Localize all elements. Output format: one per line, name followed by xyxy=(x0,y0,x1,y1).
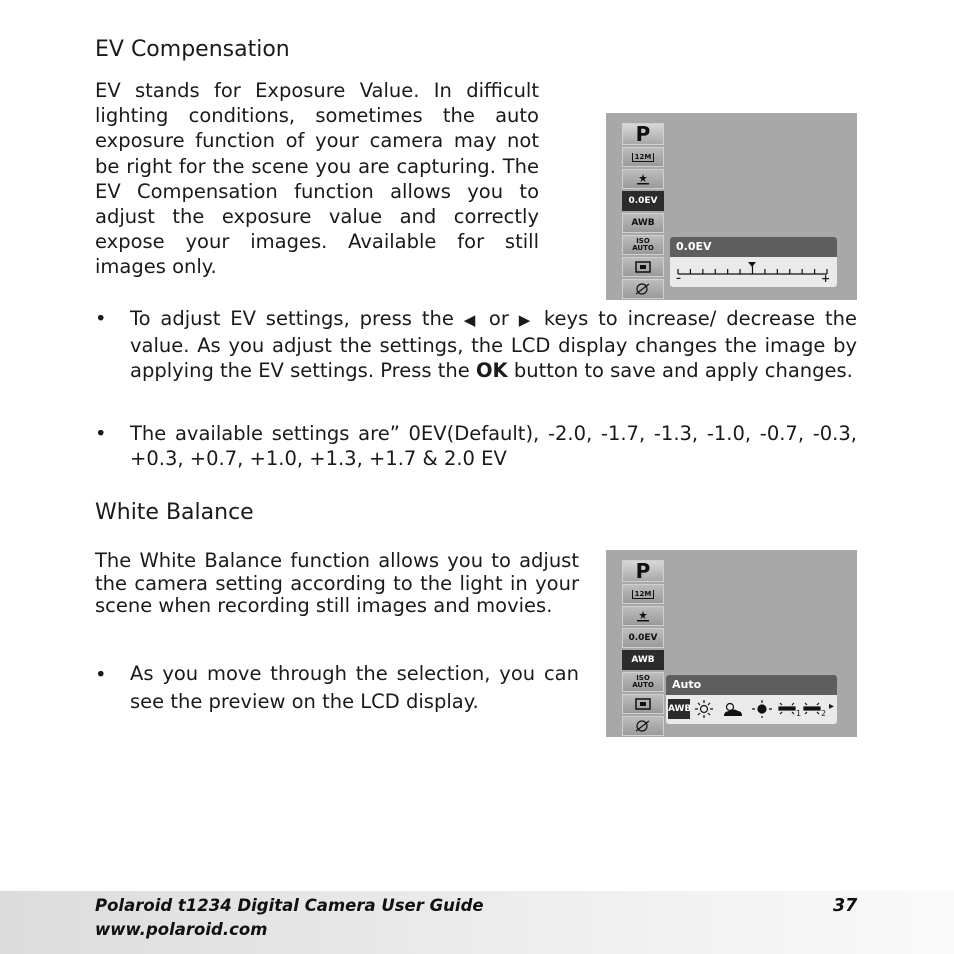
daylight-icon xyxy=(695,700,713,718)
tungsten-icon xyxy=(752,700,772,718)
iso-bottom-label: AUTO xyxy=(632,681,654,689)
face-detect-icon xyxy=(622,716,664,736)
program-mode-icon: P xyxy=(622,560,664,582)
cloudy-icon xyxy=(724,704,742,717)
iso-top-label: ISO xyxy=(636,237,650,245)
bullet-text-part: keys to increase/ decrease the value. As you adjust the settings, the LCD display changes the image by applying the EV settings. Press the xyxy=(130,307,857,382)
page-number: 37 xyxy=(833,896,858,916)
next-option-arrow-icon: ▸ xyxy=(829,701,835,712)
fluorescent-1-subscript: 1 xyxy=(796,709,802,718)
ev-bullet-adjust-text xyxy=(130,306,857,383)
ev-menu-item: 0.0EV xyxy=(622,628,664,648)
image-size-label: 12M xyxy=(632,153,655,162)
ev-slider-minus: – xyxy=(676,273,681,284)
iso-menu-item xyxy=(622,235,664,255)
quality-stars-icon xyxy=(635,173,651,185)
iso-top-label: ISO xyxy=(636,674,650,682)
image-size-icon xyxy=(622,147,664,167)
left-arrow-key-icon: ◀ xyxy=(463,311,480,329)
wb-menu-column xyxy=(622,560,664,738)
bullet-dot: • xyxy=(95,663,107,686)
wb-section-title: White Balance xyxy=(95,500,254,525)
face-detect-icon xyxy=(622,279,664,299)
ok-key-label: OK xyxy=(475,359,508,382)
bullet-text-part: or xyxy=(479,307,519,330)
wb-options-strip xyxy=(694,697,834,721)
bullet-text-part: To adjust EV settings, press the xyxy=(130,307,464,330)
ev-bullet-settings-text: The available settings are” 0EV(Default), -2.0, -1.7, -1.3, -1.0, -0.7, -0.3, +0.3, +0.7, +1.0, +1.3, +1.7 & 2.0 EV xyxy=(130,422,857,470)
wb-paragraph: The White Balance function allows you to adjust the camera setting according to the light in your scene when recording still images and movies. xyxy=(95,549,579,617)
ev-section-title: EV Compensation xyxy=(95,37,290,62)
fluorescent-2-subscript: 2 xyxy=(821,709,827,718)
image-size-icon xyxy=(622,584,664,604)
ev-slider-scale xyxy=(670,257,837,287)
fluorescent-1-icon xyxy=(779,703,795,714)
ev-slider-plus: + xyxy=(821,272,831,285)
wb-setting-panel xyxy=(666,675,837,724)
wb-panel-label: Auto xyxy=(666,675,837,695)
ev-menu-item: 0.0EV xyxy=(622,191,664,211)
metering-icon xyxy=(622,257,664,277)
wb-lcd-screen xyxy=(606,550,857,737)
bullet-text-part: button to save and apply changes. xyxy=(507,359,853,382)
footer-guide-title: Polaroid t1234 Digital Camera User Guide xyxy=(95,896,484,915)
awb-option-icon: AWB xyxy=(668,699,690,719)
footer-url: www.polaroid.com xyxy=(95,920,268,939)
program-mode-icon: P xyxy=(622,123,664,145)
bullet-dot: • xyxy=(95,307,107,330)
iso-menu-item xyxy=(622,672,664,692)
wb-bullet-preview-text: As you move through the selection, you can see the preview on the LCD display. xyxy=(130,662,579,713)
image-size-label: 12M xyxy=(632,590,655,599)
wb-menu-item: AWB xyxy=(622,650,664,670)
ev-paragraph: EV stands for Exposure Value. In difficult lighting conditions, sometimes the auto exposure function of your camera may not be right for the scene you are capturing. The EV Compensation function allows you to adjust the exposure value and correctly expose your images. Available for still images only. xyxy=(95,79,539,279)
wb-menu-item: AWB xyxy=(622,213,664,233)
right-arrow-key-icon: ▶ xyxy=(518,311,535,329)
page-footer xyxy=(0,891,954,954)
fluorescent-2-icon xyxy=(804,703,820,714)
ev-lcd-screen xyxy=(606,113,857,300)
ev-menu-column xyxy=(622,123,664,301)
metering-icon xyxy=(622,694,664,714)
ev-setting-panel xyxy=(670,237,837,287)
bullet-dot: • xyxy=(95,422,107,445)
ev-panel-label: 0.0EV xyxy=(670,237,837,257)
quality-icon xyxy=(622,169,664,189)
quality-icon xyxy=(622,606,664,626)
quality-stars-icon xyxy=(635,610,651,622)
iso-bottom-label: AUTO xyxy=(632,244,654,252)
